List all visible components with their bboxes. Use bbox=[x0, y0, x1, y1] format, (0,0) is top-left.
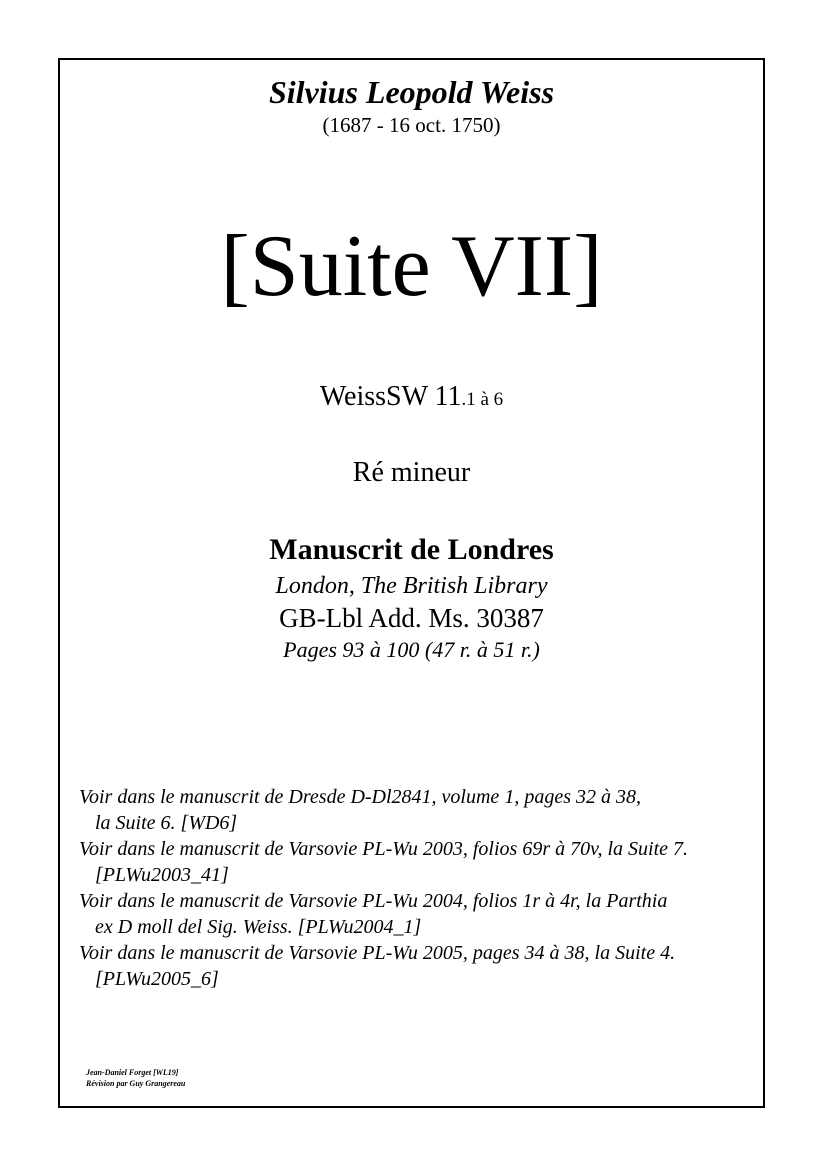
composer-name: Silvius Leopold Weiss bbox=[268, 74, 555, 110]
reference-line: Voir dans le manuscrit de Varsovie PL-Wu 2004, folios 1r à 4r, la Parthia bbox=[79, 890, 668, 912]
catalog-number bbox=[58, 381, 765, 413]
editor-credit: Jean-Daniel Forget [WL19] bbox=[86, 1068, 179, 1077]
musical-key: Ré mineur bbox=[352, 457, 471, 488]
reference-line: Voir dans le manuscrit de Dresde D-Dl2841, volume 1, pages 32 à 38, bbox=[79, 786, 641, 808]
catalog-main: WeissSW 11 bbox=[319, 381, 462, 412]
credits bbox=[86, 1067, 185, 1089]
reference-line: [PLWu2003_41] bbox=[95, 864, 229, 886]
shelfmark: GB-Lbl Add. Ms. 30387 bbox=[279, 603, 544, 633]
reference-line: [PLWu2005_6] bbox=[95, 968, 219, 990]
concordance-references bbox=[79, 784, 759, 992]
manuscript-name: Manuscrit de Londres bbox=[269, 533, 554, 566]
reference-line: ex D moll del Sig. Weiss. [PLWu2004_1] bbox=[95, 916, 422, 938]
catalog-sub: .1 à 6 bbox=[461, 389, 504, 410]
library-name: London, The British Library bbox=[275, 573, 548, 599]
composer-dates: (1687 - 16 oct. 1750) bbox=[322, 113, 501, 137]
reference-line: Voir dans le manuscrit de Varsovie PL-Wu 2005, pages 34 à 38, la Suite 4. bbox=[79, 942, 676, 964]
revision-credit: Révision par Guy Grangereau bbox=[86, 1079, 186, 1088]
reference-line: Voir dans le manuscrit de Varsovie PL-Wu 2003, folios 69r à 70v, la Suite 7. bbox=[79, 838, 689, 860]
page-range: Pages 93 à 100 (47 r. à 51 r.) bbox=[283, 637, 540, 662]
reference-line: la Suite 6. [WD6] bbox=[95, 812, 238, 834]
page-title: [Suite VII] bbox=[220, 218, 603, 315]
